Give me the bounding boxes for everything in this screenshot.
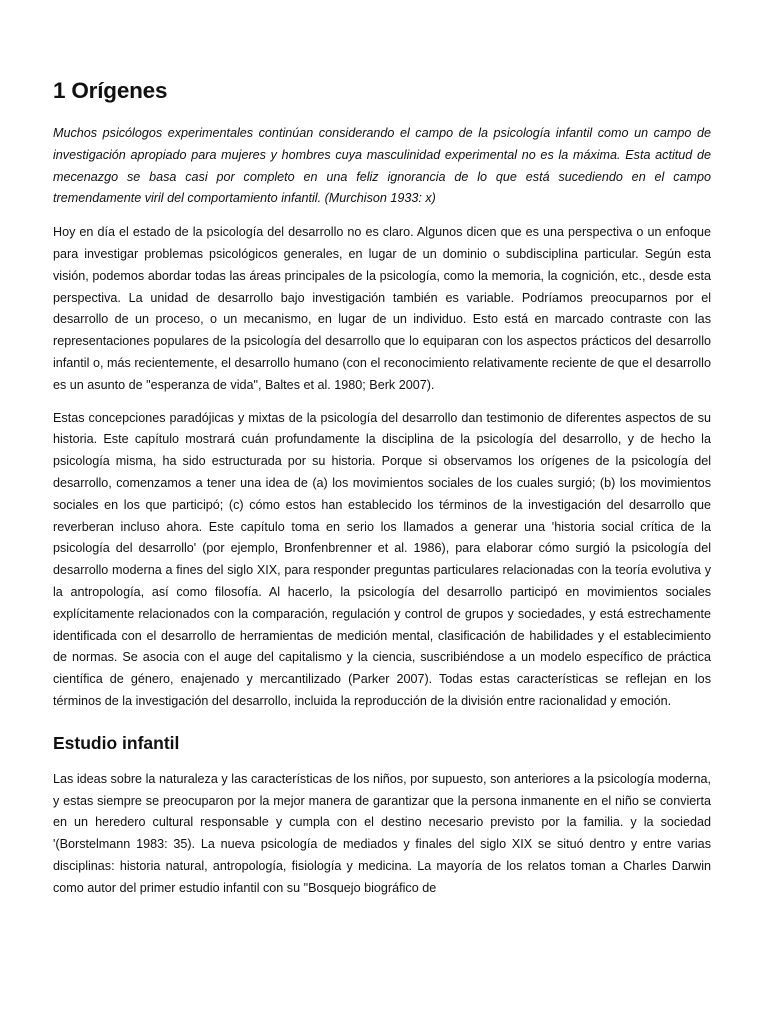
document-page	[53, 74, 711, 911]
chapter-title: 1 Orígenes	[53, 78, 168, 103]
section-paragraph: Las ideas sobre la naturaleza y las características de los niños, por supuesto, son anteriores a la psicología moderna, y estas siempre se preocuparon por la mejor manera de garantizar que la persona inmanente en el niño se convierta en un heredero cultural responsable y cumpla con el destino necesario previsto por la familia. y la sociedad '(Borstelmann 1983: 35). La nueva psicología de mediados y finales del siglo XIX se situó dentro y entre varias disciplinas: historia natural, antropología, fisiología y medicina. La mayoría de los relatos toman a Charles Darwin como autor del primer estudio infantil con su "Bosquejo biográfico de	[53, 771, 711, 895]
epigraph-quote: Muchos psicólogos experimentales continúan considerando el campo de la psicología infantil como un campo de investigación apropiado para mujeres y hombres cuya masculinidad experimental no es la máxima. Esta actitud de mecenazgo se basa casi por completo en una feliz ignorancia de lo que está sucediendo en el campo tremendamente viril del comportamiento infantil. (Murchison 1933: x)	[53, 126, 711, 206]
section-heading: Estudio infantil	[53, 732, 180, 753]
body-paragraph-2: Estas concepciones paradójicas y mixtas de la psicología del desarrollo dan testimonio de diferentes aspectos de su historia. Este capítulo mostrará cuán profundamente la disciplina de la psicología del desarrollo, y de hecho la psicología misma, ha sido estructurada por su historia. Porque si observamos los orígenes de la psicología del desarrollo, comenzamos a tener una idea de (a) los movimientos sociales de los cuales surgió; (b) los movimientos sociales en los que participó; (c) cómo estos han establecido los términos de la investigación del desarrollo que reverberan incluso ahora. Este capítulo toma en serio los llamados a generar una 'historia social crítica de la psicología del desarrollo' (por ejemplo, Bronfenbrenner et al. 1986), para elaborar cómo surgió la psicología del desarrollo moderna a fines del siglo XIX, para responder preguntas particulares relacionadas con la teoría evolutiva y la antropología, así como filosofía. Al hacerlo, la psicología del desarrollo participó en movimientos sociales explícitamente relacionados con la comparación, regulación y control de grupos y sociedades, y está estrechamente identificada con el desarrollo de herramientas de medición mental, clasificación de habilidades y el establecimiento de normas. Se asocia con el auge del capitalismo y la ciencia, suscribiéndose a un modelo específico de práctica científica de género, enajenado y mercantilizado (Parker 2007). Todas estas características se reflejan en los términos de la investigación del desarrollo, incluida la reproducción de la división entre racionalidad y emoción.	[53, 410, 711, 708]
body-paragraph-1: Hoy en día el estado de la psicología del desarrollo no es claro. Algunos dicen que es una perspectiva o un enfoque para investigar problemas psicológicos generales, en lugar de un dominio o subdisciplina particular. Según esta visión, podemos abordar todas las áreas principales de la psicología, como la memoria, la cognición, etc., desde esta perspectiva. La unidad de desarrollo bajo investigación también es variable. Podríamos preocuparnos por el desarrollo de un proceso, o un mecanismo, en lugar de un individuo. Esto está en marcado contraste con las representaciones populares de la psicología del desarrollo que lo equiparan con los aspectos prácticos del desarrollo infantil o, más recientemente, el desarrollo humano (con el reconocimiento relativamente reciente de que el desarrollo es un asunto de "esperanza de vida", Baltes et al. 1980; Berk 2007).	[53, 225, 711, 392]
